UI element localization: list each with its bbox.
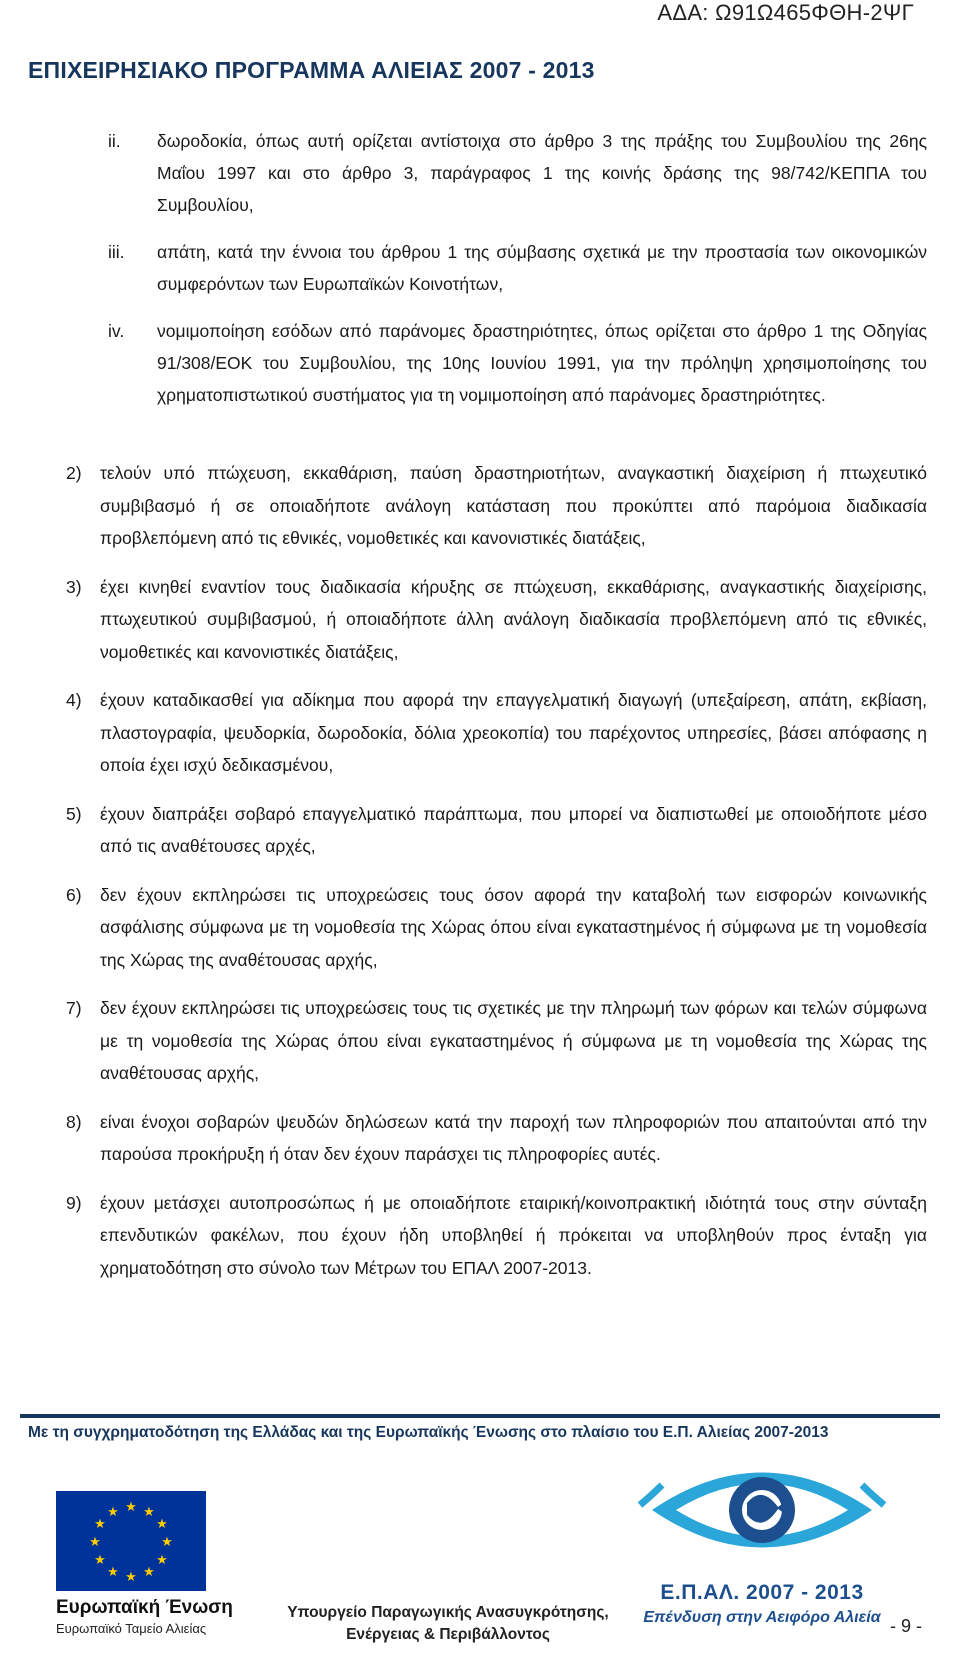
list-item-number: 7) [66, 998, 82, 1018]
svg-text:★: ★ [94, 1553, 106, 1568]
sub-list [0, 125, 960, 426]
list-item [0, 125, 960, 221]
eye-fish-logo-icon [632, 1445, 892, 1575]
svg-text:★: ★ [125, 1570, 137, 1585]
list-item [0, 1106, 960, 1171]
svg-text:★: ★ [125, 1500, 137, 1515]
list-item [0, 879, 960, 977]
epal-logo-block [612, 1445, 912, 1627]
eu-fund-name: Ευρωπαϊκό Ταμείο Αλιείας [56, 1621, 207, 1636]
eu-name: Ευρωπαϊκή Ένωση [56, 1597, 233, 1618]
ada-code: ΑΔΑ: Ω91Ω465ΦΘΗ-2ΨΓ [657, 0, 914, 25]
list-item-text: έχουν διαπράξει σοβαρό επαγγελματικό παράπτωμα, που μπορεί να διαπιστωθεί με οποιοδήποτε μέσο από τις αναθέτουσες αρχές, [100, 803, 927, 856]
list-item [0, 992, 960, 1090]
list-item-text: έχουν καταδικασθεί για αδίκημα που αφορά την επαγγελματική διαγωγή (υπεξαίρεση, απάτη, εκβίαση, πλαστογραφία, ψευδορκία, δωροδοκία, δόλια χρεοκοπία) του παρέχοντος υπηρεσίες, βάσει απόφασης η οποία έχει ισχύ δεδικασμένου, [100, 690, 927, 775]
list-item [0, 236, 960, 300]
list-item-text: έχουν μετάσχει αυτοπροσώπως ή με οποιαδήποτε εταιρική/κοινοπρακτική ιδιότητά τους στην σύνταξη επενδυτικών φακέλων, που έχουν ήδη υποβληθεί ή πρόκειται να υποβληθούν προς ένταξη για χρηματοδότηση στο σύνολο των Μέτρων του ΕΠΑΛ 2007-2013. [100, 1192, 927, 1278]
svg-text:★: ★ [161, 1535, 173, 1550]
epal-title: Ε.Π.ΑΛ. 2007 - 2013 [660, 1581, 864, 1604]
list-item [0, 798, 960, 863]
list-item-text: δεν έχουν εκπληρώσει τις υποχρεώσεις τους όσον αφορά την καταβολή των εισφορών κοινωνικής ασφάλισης σύμφωνα με τη νομοθεσία της Χώρας όπου είναι εγκαταστημένος ή σύμφωνα με τη νομοθεσία της Χώρας της αναθέτουσας αρχής, [100, 884, 927, 970]
svg-text:★: ★ [156, 1553, 168, 1568]
funding-banner [20, 1414, 940, 1442]
svg-text:★: ★ [94, 1517, 106, 1532]
list-item-number: iii. [108, 242, 125, 262]
document-header-title: ΕΠΙΧΕΙΡΗΣΙΑΚΟ ΠΡΟΓΡΑΜΜΑ ΑΛΙΕΙΑΣ 2007 - 2013 [28, 57, 595, 83]
list-item-text: είναι ένοχοι σοβαρών ψευδών δηλώσεων κατά την παροχή των πληροφοριών που απαιτούνται από την παρούσα προκήρυξη ή όταν δεν έχουν παράσχει τις πληροφορίες αυτές. [100, 1111, 927, 1164]
list-item-text: τελούν υπό πτώχευση, εκκαθάριση, παύση δραστηριοτήτων, αναγκαστική διαχείριση ή πτωχευτικό συμβιβασμό ή σε οποιαδήποτε ανάλογη κατάσταση που προκύπτει από παρόμοια διαδικασία προβλεπόμενη από τις εθνικές, νομοθετικές και κανονιστικές διατάξεις, [100, 463, 927, 548]
list-item [0, 684, 960, 782]
epal-slogan: Επένδυση στην Αειφόρο Αλιεία [643, 1609, 881, 1626]
list-item-number: 5) [66, 803, 82, 824]
list-item-number: ii. [108, 131, 121, 151]
svg-text:★: ★ [107, 1505, 119, 1520]
list-item-text: απάτη, κατά την έννοια του άρθρου 1 της σύμβασης σχετικά με την προστασία των οικονομικών συμφερόντων των Ευρωπαϊκών Κοινοτήτων, [157, 242, 927, 294]
list-item [0, 457, 960, 555]
list-item [0, 1187, 960, 1285]
list-item-number: iv. [108, 321, 125, 341]
ministry-line-1: Υπουργείο Παραγωγικής Ανασυγκρότησης, [287, 1604, 609, 1621]
list-item-number: 4) [66, 690, 82, 710]
list-item-number: 2) [66, 463, 82, 483]
page-number: - 9 - [889, 1616, 922, 1636]
list-item-number: 6) [66, 884, 82, 905]
list-item [0, 315, 960, 411]
list-item [0, 571, 960, 669]
main-list [0, 457, 960, 1300]
svg-text:★: ★ [143, 1565, 155, 1580]
svg-text:★: ★ [89, 1535, 101, 1550]
list-item-number: 3) [66, 576, 82, 597]
eu-flag-icon [56, 1491, 206, 1591]
list-item-text: δεν έχουν εκπληρώσει τις υποχρεώσεις τους τις σχετικές με την πληρωμή των φόρων και τελών σύμφωνα με τη νομοθεσία της Χώρας όπου είναι εγκαταστημένος ή σύμφωνα με τη νομοθεσία της Χώρας της αναθέτουσας αρχής, [100, 998, 927, 1083]
svg-text:★: ★ [107, 1565, 119, 1580]
list-item-text: νομιμοποίηση εσόδων από παράνομες δραστηριότητες, όπως ορίζεται στο άρθρο 1 της Οδηγίας 91/308/ΕΟΚ του Συμβουλίου, της 10ης Ιουνίου 1991, για την πρόληψη χρησιμοποίησης του χρηματοπιστωτικού συστήματος για τη νομιμοποίηση από παράνομες δραστηριότητες. [157, 321, 927, 405]
funding-text: Με τη συγχρηματοδότηση της Ελλάδας και της Ευρωπαϊκής Ένωσης στο πλαίσιο του Ε.Π. Αλιείας 2007-2013 [28, 1424, 829, 1441]
list-item-number: 8) [66, 1111, 82, 1132]
list-item-number: 9) [66, 1192, 82, 1213]
svg-text:★: ★ [143, 1505, 155, 1520]
eu-logo-block [56, 1491, 266, 1636]
list-item-text: δωροδοκία, όπως αυτή ορίζεται αντίστοιχα στο άρθρο 3 της πράξης του Συμβουλίου της 26ης Μαΐου 1997 και στο άρθρο 3, παράγραφος 1 της κοινής δράσης της 98/742/ΚΕΠΠΑ του Συμβουλίου, [157, 131, 927, 215]
list-item-text: έχει κινηθεί εναντίον τους διαδικασία κήρυξης σε πτώχευση, εκκαθάρισης, αναγκαστικής διαχείρισης, πτωχευτικού συμβιβασμού, ή οποιαδήποτε άλλη ανάλογη διαδικασία προβλεπόμενη από τις εθνικές, νομοθετικές και κανονιστικές διατάξεις, [100, 576, 927, 662]
svg-text:★: ★ [156, 1517, 168, 1532]
ministry-line-2: Ενέργειας & Περιβάλλοντος [346, 1626, 550, 1643]
ministry-name [258, 1602, 638, 1646]
